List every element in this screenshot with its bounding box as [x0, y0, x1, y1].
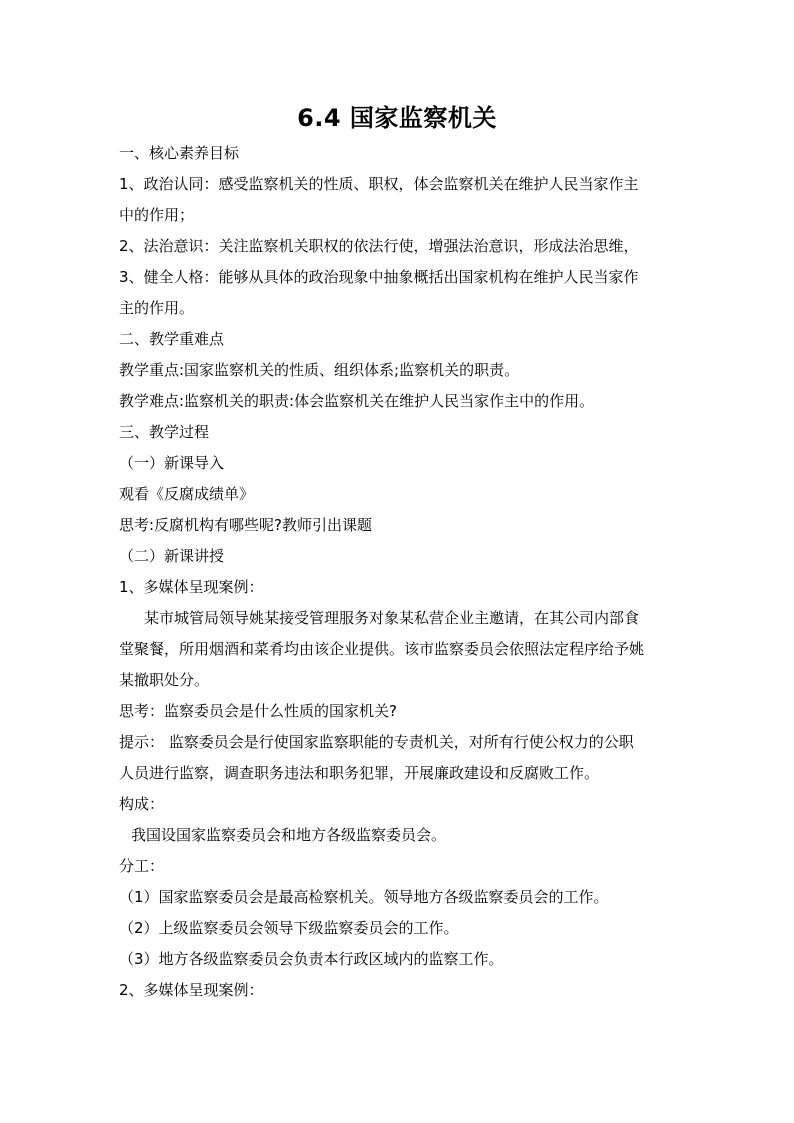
paragraph-line: 3、健全人格：能够从具体的政治现象中抽象概括出国家机构在维护人民当家作 — [119, 268, 639, 286]
list-item: （2）上级监察委员会领导下级监察委员会的工作。 — [119, 919, 459, 937]
paragraph-line: 2、多媒体呈现案例： — [119, 981, 264, 999]
paragraph-line: 我国设国家监察委员会和地方各级监察委员会。 — [131, 826, 447, 844]
paragraph-line: 人员进行监察，调查职务违法和职务犯罪，开展廉政建设和反腐败工作。 — [119, 764, 600, 782]
list-item: （1）国家监察委员会是最高检察机关。领导地方各级监察委员会的工作。 — [119, 888, 609, 906]
case-paragraph-line: 堂聚餐，所用烟酒和菜肴均由该企业提供。该市监察委员会依照法定程序给予姚 — [119, 640, 645, 658]
subsection-heading: （一）新课导入 — [119, 454, 225, 472]
document-body — [119, 138, 679, 1006]
paragraph-line: 思考：监察委员会是什么性质的国家机关? — [119, 702, 397, 720]
paragraph-line: 1、多媒体呈现案例： — [119, 578, 264, 596]
paragraph-line: 1、政治认同：感受监察机关的性质、职权，体会监察机关在维护人民当家作主 — [119, 175, 639, 193]
paragraph-line: 分工： — [119, 857, 165, 875]
paragraph-line: 主的作用。 — [119, 299, 195, 317]
paragraph-line: 中的作用； — [119, 206, 195, 224]
paragraph-line: 教学重点:国家监察机关的性质、组织体系;监察机关的职责。 — [119, 361, 520, 379]
document-title: 6.4 国家监察机关 — [297, 104, 497, 132]
section-heading-process: 三、教学过程 — [119, 423, 210, 441]
paragraph-line: 提示： 监察委员会是行使国家监察职能的专责机关，对所有行使公权力的公职 — [119, 733, 634, 751]
list-item: （3）地方各级监察委员会负责本行政区域内的监察工作。 — [119, 950, 504, 968]
paragraph-line: 思考:反腐机构有哪些呢?教师引出课题 — [119, 516, 373, 534]
section-heading-key-points: 二、教学重难点 — [119, 330, 225, 348]
paragraph-line: 2、法治意识：关注监察机关职权的依法行使，增强法治意识，形成法治思维， — [119, 237, 639, 255]
paragraph-line: 观看《反腐成绩单》 — [119, 485, 255, 503]
section-heading-objectives: 一、核心素养目标 — [119, 144, 240, 162]
paragraph-line: 构成： — [119, 795, 165, 813]
subsection-heading: （二）新课讲授 — [119, 547, 225, 565]
case-paragraph-line: 某市城管局领导姚某接受管理服务对象某私营企业主邀请，在其公司内部食 — [144, 609, 640, 627]
paragraph-line: 教学难点:监察机关的职责:体会监察机关在维护人民当家作主中的作用。 — [119, 392, 595, 410]
case-paragraph-line: 某撤职处分。 — [119, 671, 210, 689]
